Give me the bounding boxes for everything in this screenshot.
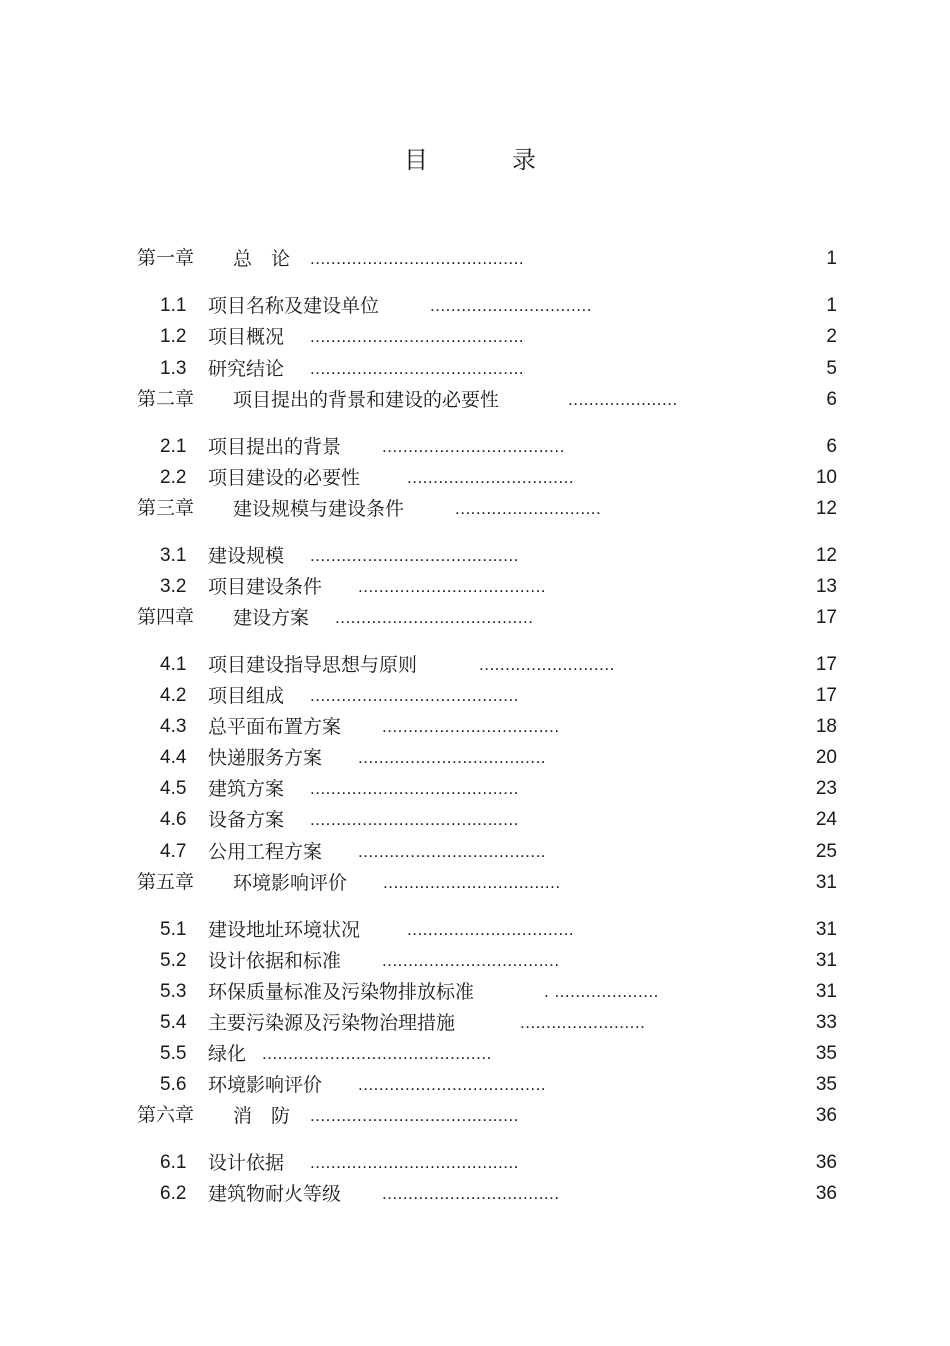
toc-entry-title: 项目提出的背景和建设的必要性 [233,389,500,411]
toc-leader-dots: ...................................... [335,608,534,627]
toc-entry-number: 4.7 [160,841,187,862]
toc-section-row[interactable] [0,745,950,771]
toc-page-number: 13 [815,576,837,597]
toc-chapter-row[interactable] [0,246,950,272]
toc-section-row[interactable] [0,714,950,740]
toc-entry-number: 1.1 [160,295,187,316]
toc-section-row[interactable] [0,652,950,678]
toc-entry-number: 第二章 [137,389,195,410]
toc-leader-dots: ............................... [430,296,592,315]
toc-entry-number: 第四章 [137,607,195,628]
toc-page-number: 20 [815,747,837,768]
toc-chapter-row[interactable] [0,605,950,631]
toc-leader-dots: ......................................... [310,327,525,346]
toc-leader-dots: ........................................ [310,1153,519,1172]
toc-page-number: 23 [815,778,837,799]
toc-entry-title: 建设规模与建设条件 [233,498,405,520]
toc-entry-title: 设计依据 [208,1152,285,1174]
toc-section-row[interactable] [0,683,950,709]
toc-entry-title: 项目建设指导思想与原则 [208,654,418,676]
toc-leader-dots: .................................. [382,717,560,736]
toc-entry-number: 第六章 [137,1105,195,1126]
toc-entry-number: 3.2 [160,576,187,597]
toc-page-number: 12 [815,498,837,519]
toc-page-number: 31 [815,872,837,893]
toc-entry-title: 消 防 [233,1105,291,1127]
toc-leader-dots: .................................... [358,748,547,767]
toc-leader-dots: ........................................ [310,1106,519,1125]
toc-section-row[interactable] [0,917,950,943]
toc-leader-dots: ........................................ [310,686,519,705]
toc-entry-number: 3.1 [160,545,187,566]
toc-entry-number: 第一章 [137,248,195,269]
toc-chapter-row[interactable] [0,1103,950,1129]
toc-leader-dots: ..................... [568,390,678,409]
toc-entry-title: 项目概况 [208,326,285,348]
toc-section-row[interactable] [0,543,950,569]
toc-entry-title: 环境影响评价 [208,1074,323,1096]
toc-page-number: 5 [826,358,837,379]
toc-page-number: 36 [815,1183,837,1204]
toc-entry-number: 5.3 [160,981,187,1002]
toc-section-row[interactable] [0,1010,950,1036]
toc-leader-dots: ........................................ [310,810,519,829]
toc-entry-number: 6.1 [160,1152,187,1173]
toc-entry-number: 4.3 [160,716,187,737]
toc-section-row[interactable] [0,1181,950,1207]
toc-entry-number: 5.2 [160,950,187,971]
toc-entry-number: 第五章 [137,872,195,893]
toc-entry-title: 建设规模 [208,545,285,567]
toc-section-row[interactable] [0,574,950,600]
toc-section-row[interactable] [0,807,950,833]
toc-entry-number: 5.5 [160,1043,187,1064]
toc-entry-title: 研究结论 [208,358,285,380]
toc-leader-dots: .................................... [358,842,547,861]
toc-page-number: 2 [826,326,837,347]
toc-page-number: 31 [815,950,837,971]
toc-entry-title: 建筑物耐火等级 [208,1183,342,1205]
toc-section-row[interactable] [0,434,950,460]
toc-leader-dots: ........................ [520,1013,646,1032]
toc-page-number: 18 [815,716,837,737]
toc-page-number: 12 [815,545,837,566]
toc-leader-dots: ......................................... [310,249,525,268]
toc-entry-number: 6.2 [160,1183,187,1204]
toc-leader-dots: ........................................ [310,546,519,565]
toc-entry-number: 4.1 [160,654,187,675]
toc-page-number: 36 [815,1105,837,1126]
toc-entry-title: 项目建设的必要性 [208,467,361,489]
toc-entry-title: 绿化 [208,1043,247,1065]
toc-page-number: 17 [815,607,837,628]
toc-section-row[interactable] [0,948,950,974]
toc-page-number: 35 [815,1074,837,1095]
toc-leader-dots: .................................... [358,577,547,596]
toc-leader-dots: ................................ [407,920,575,939]
toc-entry-number: 4.2 [160,685,187,706]
toc-leader-dots: ......................................... [310,359,525,378]
toc-entry-title: 环保质量标准及污染物排放标准 [208,981,475,1003]
toc-entry-number: 5.6 [160,1074,187,1095]
toc-section-row[interactable] [0,356,950,382]
toc-entry-number: 4.4 [160,747,187,768]
toc-leader-dots: .................................. [383,873,561,892]
toc-page-number: 1 [826,295,837,316]
toc-leader-dots: ................................ [407,468,575,487]
toc-entry-number: 1.2 [160,326,187,347]
toc-section-row[interactable] [0,1041,950,1067]
toc-entry-title: 环境影响评价 [233,872,348,894]
toc-entry-title: 总平面布置方案 [208,716,342,738]
toc-leader-dots: .......................... [479,655,615,674]
toc-entry-title: 主要污染源及污染物治理措施 [208,1012,456,1034]
toc-page-number: 10 [815,467,837,488]
toc-page-number: 17 [815,654,837,675]
toc-entry-number: 1.3 [160,358,187,379]
toc-entry-number: 2.2 [160,467,187,488]
toc-entry-number: 4.6 [160,809,187,830]
toc-entry-number: 5.4 [160,1012,187,1033]
toc-leader-dots: . .................... [544,982,659,1001]
toc-section-row[interactable] [0,465,950,491]
toc-page-number: 1 [826,248,837,269]
toc-entry-number: 4.5 [160,778,187,799]
toc-entry-title: 总 论 [233,248,291,270]
toc-leader-dots: ........................................ [310,779,519,798]
toc-entry-title: 项目建设条件 [208,576,323,598]
toc-page-number: 35 [815,1043,837,1064]
toc-page-number: 33 [815,1012,837,1033]
toc-page-number: 6 [826,389,837,410]
toc-entry-number: 第三章 [137,498,195,519]
toc-entry-title: 快递服务方案 [208,747,323,769]
toc-entry-title: 设备方案 [208,809,285,831]
toc-entry-title: 建设地址环境状况 [208,919,361,941]
toc-leader-dots: ................................... [382,437,565,456]
toc-page-number: 31 [815,981,837,1002]
toc-page-number: 36 [815,1152,837,1173]
toc-section-row[interactable] [0,1072,950,1098]
toc-section-row[interactable] [0,293,950,319]
toc-section-row[interactable] [0,979,950,1005]
toc-section-row[interactable] [0,1150,950,1176]
toc-entry-title: 建设方案 [233,607,310,629]
page-title: 目 录 [404,146,566,174]
toc-page-number: 6 [826,436,837,457]
toc-page-number: 25 [815,841,837,862]
toc-entry-number: 2.1 [160,436,187,457]
toc-entry-number: 5.1 [160,919,187,940]
toc-chapter-row[interactable] [0,387,950,413]
toc-entry-title: 设计依据和标准 [208,950,342,972]
toc-chapter-row[interactable] [0,870,950,896]
toc-leader-dots: ............................................ [262,1044,492,1063]
toc-entry-title: 建筑方案 [208,778,285,800]
toc-leader-dots: .................................... [358,1075,547,1094]
toc-page-number: 24 [815,809,837,830]
toc-leader-dots: .................................. [382,1184,560,1203]
toc-section-row[interactable] [0,839,950,865]
toc-page-number: 31 [815,919,837,940]
toc-section-row[interactable] [0,324,950,350]
toc-entry-title: 公用工程方案 [208,841,323,863]
toc-leader-dots: ............................ [455,499,602,518]
toc-entry-title: 项目名称及建设单位 [208,295,380,317]
toc-leader-dots: .................................. [382,951,560,970]
toc-entry-title: 项目提出的背景 [208,436,342,458]
toc-section-row[interactable] [0,776,950,802]
toc-chapter-row[interactable] [0,496,950,522]
toc-page-number: 17 [815,685,837,706]
toc-entry-title: 项目组成 [208,685,285,707]
